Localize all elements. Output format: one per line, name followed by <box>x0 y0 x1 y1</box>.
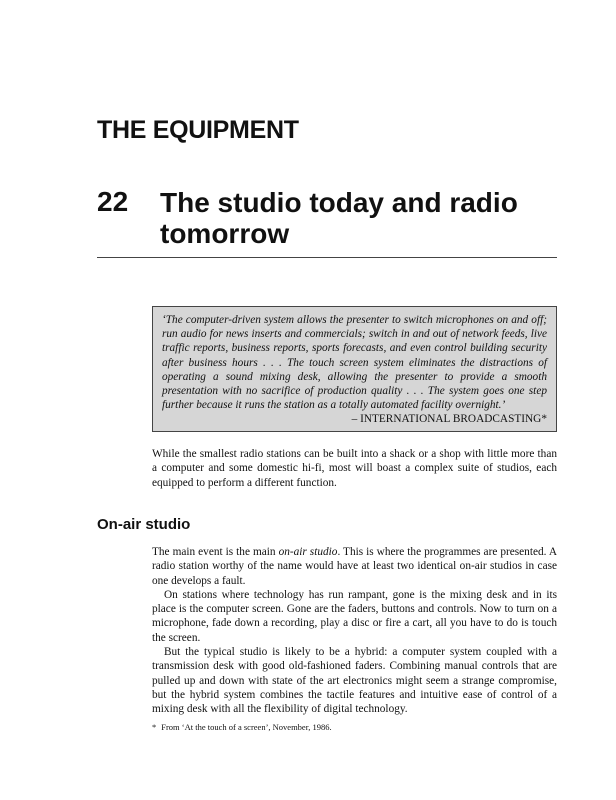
on-air-body <box>152 545 557 717</box>
epigraph-quote: ‘The computer-driven system allows the presenter to switch microphones on and off; run audio for news inserts and commercials; switch in and out of network feeds, live traffic reports, business reports, sports forecasts, and even control building security after business hours . . . The touch screen system eliminates the distractions of operating a sound mixing desk, allowing the presenter to provide a smooth presentation with no sacrifice of production quality . . . The system goes one step further because it runs the station as a totally automated facility overnight.’ <box>162 314 547 412</box>
chapter-divider <box>97 257 557 258</box>
chapter-number: 22 <box>97 186 129 217</box>
on-air-p1-emphasis: on-air studio <box>278 546 338 558</box>
section-title: THE EQUIPMENT <box>97 116 299 144</box>
section-heading-on-air-studio: On-air studio <box>97 516 191 533</box>
intro-text: While the smallest radio stations can be built into a shack or a shop with little more than a computer and some domestic hi-fi, most will boast a complex suite of studios, each equipped to perform a different function. <box>152 448 557 489</box>
epigraph-source: – INTERNATIONAL BROADCASTING* <box>351 413 547 426</box>
epigraph-box <box>152 306 557 432</box>
footnote-text: From ‘At the touch of a screen’, November, 1986. <box>161 722 332 732</box>
footnote-mark: * <box>152 722 157 732</box>
chapter-title-line-2: tomorrow <box>160 218 290 249</box>
chapter-title-line-1: The studio today and radio <box>160 187 518 218</box>
on-air-paragraph-3: But the typical studio is likely to be a hybrid: a computer system coupled with a transmission desk with good old-fashioned faders. Combining manual controls that are pulled up and down with state of the art electronics might seem a strange compromise, but the hybrid system combines the tactile features and intuitive ease of control of a mixing desk with all the flexibility of digital technology. <box>152 646 557 716</box>
on-air-paragraph-2: On stations where technology has run rampant, gone is the mixing desk and in its place is the computer screen. Gone are the faders, buttons and controls. Now to turn on a microphone, fade down a recording, play a disc or fire a cart, all you have to do is touch the screen. <box>152 588 557 644</box>
on-air-paragraph-1 <box>152 545 557 588</box>
on-air-p1-start: The main event is the main <box>152 546 279 558</box>
on-air-p1-end: . This is where the programmes are presented. A radio station worthy of the name would have at least two identical on-air studios in case one develops a fault. <box>152 546 557 587</box>
intro-paragraph <box>152 447 557 490</box>
footnote <box>152 722 557 732</box>
chapter-title <box>160 187 560 249</box>
